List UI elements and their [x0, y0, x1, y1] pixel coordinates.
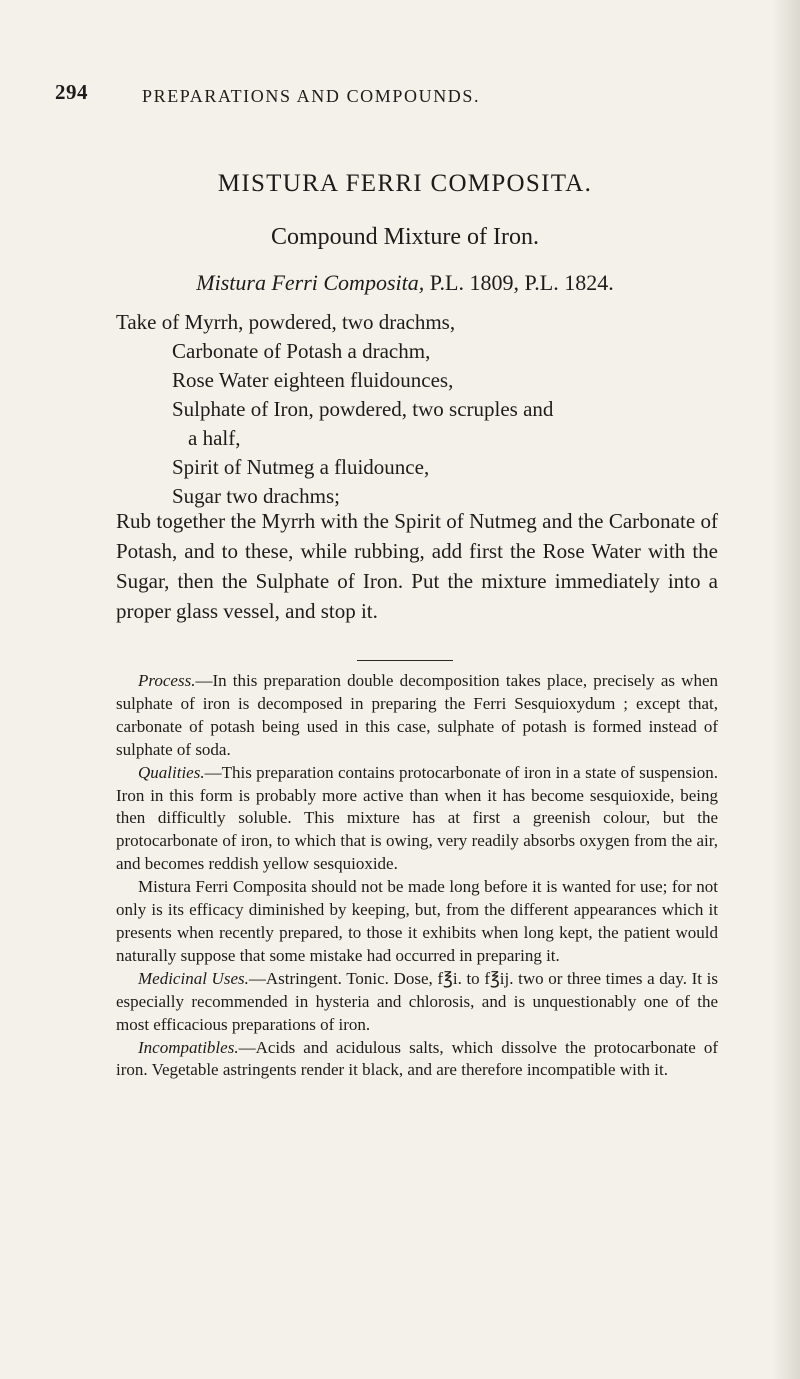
section-subtitle: Compound Mixture of Iron.: [271, 224, 539, 250]
section-title: MISTURA FERRI COMPOSITA.: [217, 170, 593, 197]
note-heading: Incompatibles.: [138, 1037, 239, 1057]
synonym-name: Mistura Ferri Composita,: [196, 270, 425, 295]
note-text: —Astringent. Tonic. Dose, f℥i. to f℥ij. two or three times a day. It is especially recommended in hysteria and chlorosis, and is unquestionably one of the most efficacious preparations of iron.: [116, 968, 718, 1034]
recipe-lead: Take of Myrrh, powdered, two drachms,: [116, 310, 456, 334]
running-title: PREPARATIONS AND COMPOUNDS.: [142, 86, 481, 106]
note-heading: Qualities.: [138, 762, 205, 782]
synonym-line: [80, 270, 730, 296]
recipe-instructions: Rub together the Myrrh with the Spirit of Nutmeg and the Carbonate of Potash, and to these, while rubbing, add first the Rose Water with the Sugar, then the Sulphate of Iron. Put the mixture immediately into a proper glass vessel, and stop it.: [116, 509, 718, 623]
recipe-block: [116, 308, 716, 511]
note-paragraph: [116, 876, 718, 968]
note-paragraph: [116, 670, 718, 762]
note-paragraph: [116, 968, 718, 1037]
note-text: —This preparation contains protocarbonate of iron in a state of suspension. Iron in this form is probably more active than when it has become sesquioxide, being then difficultly soluble. This mixture has at first a greenish colour, but the protocarbonate of iron, to which that is owing, very readily absorbs oxygen from the air, and becomes reddish yellow sesquioxide.: [116, 762, 718, 874]
recipe-ingredient: Spirit of Nutmeg a fluidounce,: [172, 455, 430, 479]
recipe-ingredient-continuation: a half,: [188, 426, 241, 450]
recipe-ingredient: Carbonate of Potash a drachm,: [172, 339, 431, 363]
note-paragraph: [116, 762, 718, 877]
note-heading: Medicinal Uses.: [138, 968, 249, 988]
page-number: 294: [55, 80, 88, 104]
note-text: —Acids and acidulous salts, which dissolve the protocarbonate of iron. Vegetable astringents render it black, and are therefore incompatible with it.: [116, 1037, 718, 1080]
note-heading: Process.: [138, 671, 196, 690]
recipe-ingredient: Sugar two drachms;: [172, 484, 340, 508]
note-text: Mistura Ferri Composita should not be made long before it is wanted for use; for not only is its efficacy diminished by keeping, but, from the different appearances which it presents when recently prepared, to those it exhibits when long kept, the patient would naturally suppose that some mistake had occurred in preparing it.: [116, 877, 718, 965]
note-paragraph: [116, 1037, 718, 1083]
recipe-ingredient: Rose Water eighteen fluidounces,: [172, 368, 454, 392]
section-divider: [357, 660, 453, 661]
note-text: —In this preparation double decomposition takes place, precisely as when sulphate of iron is decomposed in preparing the Ferri Sesquioxydum ; except that, carbonate of potash being used in this case, sulphate of potash is formed instead of sulphate of soda.: [116, 671, 718, 759]
recipe-ingredient: Sulphate of Iron, powdered, two scruples and: [172, 397, 554, 421]
synonym-refs: P.L. 1809, P.L. 1824.: [424, 270, 614, 295]
page-edge-shadow: [772, 0, 800, 1379]
commentary: [116, 670, 718, 1082]
